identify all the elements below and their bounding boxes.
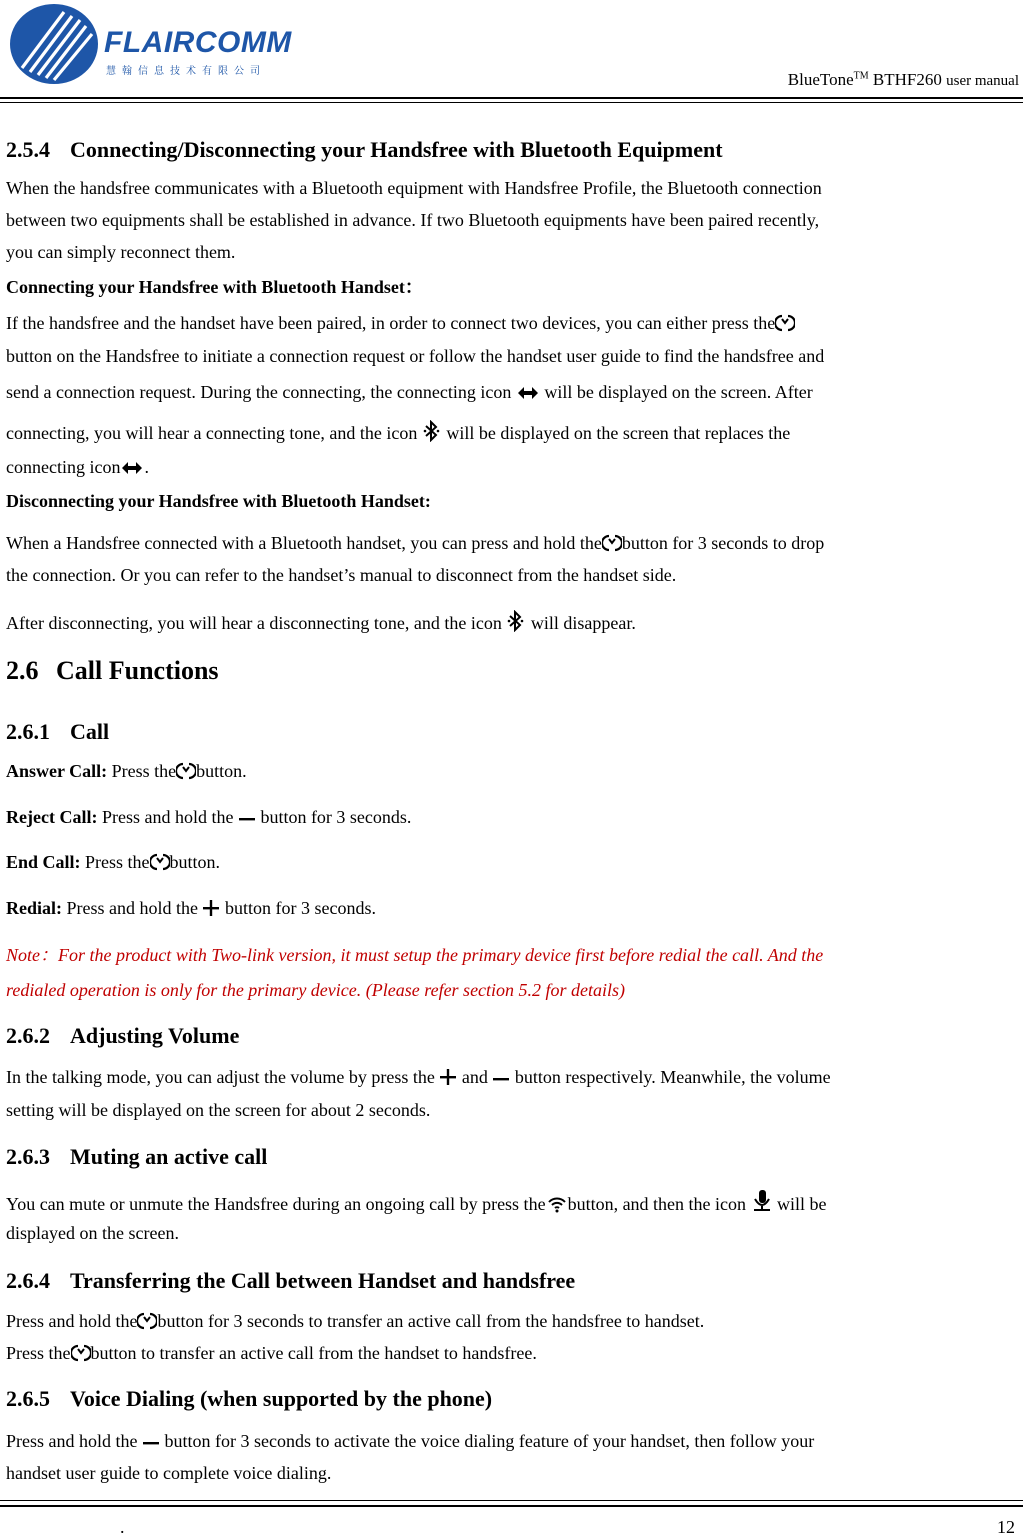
paragraph-line: When a Handsfree connected with a Bluetooth handset, you can press and hold the button for 3 seconds to drop [6,533,825,553]
brand-chinese-name: 慧翰信息技术有限公司 [106,66,266,77]
section-heading-2-6-1: 2.6.1 Call [6,719,110,744]
footer-rule-thin [0,1500,1023,1501]
paragraph-line: You can mute or unmute the Handsfree during an ongoing call by press the button, and then the icon will be [6,1189,827,1215]
reject-call-line: Reject Call: Press and hold the button for 3 seconds. [6,807,412,827]
note-line: Note：For the product with Two-link version, it must setup the primary device first before redial the call. And the [6,945,824,965]
microphone-mute-icon [751,1189,773,1213]
paragraph-line: displayed on the screen. [6,1223,179,1243]
paragraph-line: In the talking mode, you can adjust the volume by press the and button respectively. Meanwhile, the volume [6,1067,831,1087]
wifi-mute-button-icon [546,1195,568,1213]
paragraph-line: After disconnecting, you will hear a disconnecting tone, and the icon will disappear. [6,610,636,634]
header-rule [0,97,1023,99]
paragraph-line: between two equipments shall be established in advance. If two Bluetooth equipments have been paired recently, [6,210,820,230]
end-call-line: End Call: Press the button. [6,852,221,872]
answer-call-line: Answer Call: Press the button. [6,761,247,781]
header-rule-thin [0,102,1023,103]
minus-button-icon [492,1072,510,1086]
document-title: BlueTone™ BTHF260 user manual [787,70,1019,89]
paragraph-line: connecting icon . [6,457,149,477]
plus-button-icon [439,1068,457,1086]
section-heading-2-6-2: 2.6.2 Adjusting Volume [6,1023,240,1048]
plus-button-icon [202,899,220,917]
call-button-icon [71,1344,91,1362]
redial-line: Redial: Press and hold the button for 3 seconds. [6,898,376,918]
paragraph-line: handset user guide to complete voice dialing. [6,1463,332,1483]
paragraph-line: the connection. Or you can refer to the handset’s manual to disconnect from the handset side. [6,565,677,585]
call-button-icon [150,853,170,871]
connecting-arrows-icon [120,460,144,476]
paragraph-line: you can simply reconnect them. [6,242,236,262]
note-line: redialed operation is only for the primary device. (Please refer section 5.2 for details) [6,980,626,1000]
paragraph-line: When the handsfree communicates with a Bluetooth equipment with Handsfree Profile, the Bluetooth connection [6,178,822,198]
paragraph-line: send a connection request. During the connecting, the connecting icon will be displayed on the screen. After [6,382,813,402]
paragraph-line: connecting, you will hear a connecting tone, and the icon will be displayed on the screen that replaces the [6,420,790,444]
section-heading-2-6-3: 2.6.3 Muting an active call [6,1144,268,1169]
paragraph-line: Press and hold the button for 3 seconds to activate the voice dialing feature of your handset, then follow your [6,1431,815,1451]
subheading-disconnecting: Disconnecting your Handsfree with Bluetooth Handset: [6,491,431,511]
paragraph-line: Press and hold the button for 3 seconds to transfer an active call from the handsfree to handset. [6,1311,705,1331]
section-heading-2-6: 2.6 Call Functions [6,656,219,685]
section-heading-2-5-4: 2.5.4 Connecting/Disconnecting your Handsfree with Bluetooth Equipment [6,137,723,162]
brand-name: FLAIRCOMM [104,26,292,59]
page-number: 12 [997,1517,1015,1537]
paragraph-line: If the handsfree and the handset have been paired, in order to connect two devices, you can either press the [6,312,795,334]
bluetooth-icon [506,610,526,632]
paragraph-line: button on the Handsfree to initiate a connection request or follow the handset user guide to find the handsfree and [6,346,825,366]
bluetooth-icon [422,420,442,442]
call-button-icon [176,762,196,780]
subheading-connecting: Connecting your Handsfree with Bluetooth Handset： [6,277,423,297]
paragraph-line: Press the button to transfer an active call from the handset to handsfree. [6,1343,537,1363]
footer-dot: . [120,1517,125,1537]
footer-rule [0,1505,1023,1507]
call-button-icon [602,534,622,552]
section-heading-2-6-5: 2.6.5 Voice Dialing (when supported by the phone) [6,1386,493,1411]
connecting-arrows-icon [516,385,540,401]
section-heading-2-6-4: 2.6.4 Transferring the Call between Handset and handsfree [6,1268,576,1293]
paragraph-line: setting will be displayed on the screen for about 2 seconds. [6,1100,431,1120]
minus-button-icon [142,1436,160,1450]
call-button-icon [775,314,795,332]
minus-button-icon [238,812,256,826]
call-button-icon [137,1312,157,1330]
